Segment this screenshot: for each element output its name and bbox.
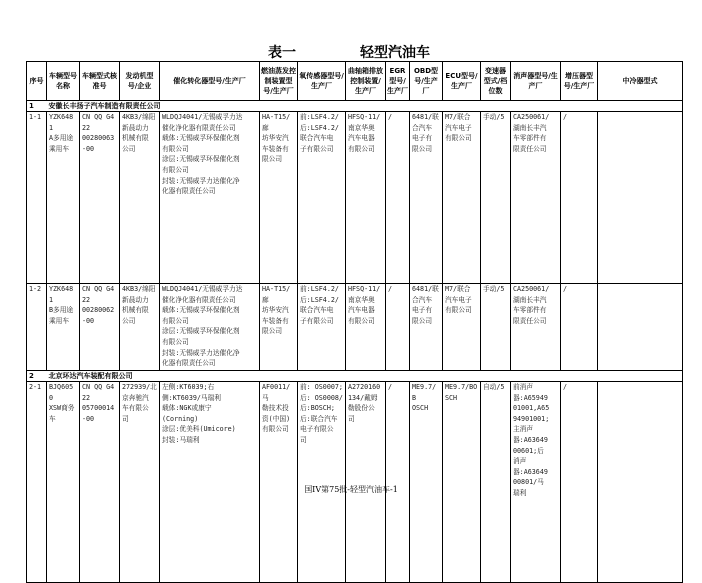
table-title: 轻型汽油车 [360, 45, 430, 61]
section-company-name: 安徽长丰扬子汽车制造有限责任公司 [47, 101, 298, 112]
table-cell: 1-2 [27, 284, 47, 371]
table-cell: 6481/联 合汽车 电子有 限公司 [410, 112, 443, 284]
table-cell: 1-1 [27, 112, 47, 284]
header-row [27, 62, 683, 101]
table-cell: 4KB3/绵阳 新晨动力 机械有限 公司 [120, 112, 160, 284]
table-cell: 自动/5 [481, 382, 511, 583]
table-cell: / [386, 284, 410, 371]
table-cell: HFSQ-11/ 南京华奥 汽车电器 有限公司 [346, 284, 386, 371]
table-cell: ME9.7/B OSCH [410, 382, 443, 583]
table-cell: A2720160 134/戴姆 勒股份公 司 [346, 382, 386, 583]
section-company-name: 北京环达汽车装配有限公司 [47, 371, 298, 382]
section-row [27, 371, 683, 382]
table-cell: / [561, 284, 598, 371]
table-cell: / [561, 382, 598, 583]
table-row [27, 112, 683, 284]
col-header: 增压器型号/生产厂 [561, 62, 598, 101]
table-cell: 前:LSF4.2/ 后:LSF4.2/ 联合汽车电 子有限公司 [298, 112, 346, 284]
table-cell: HFSQ-11/ 南京华奥 汽车电器 有限公司 [346, 112, 386, 284]
col-header: 氧传感器型号/生产厂 [298, 62, 346, 101]
table-cell: / [386, 112, 410, 284]
table-cell [598, 382, 683, 583]
page-title [0, 42, 702, 62]
section-number: 2 [27, 371, 47, 382]
section-row [27, 101, 683, 112]
table-cell: AF0011/马 勒技术投 资(中国) 有限公司 [260, 382, 298, 583]
table-cell: YZK6481 B多用途 乘用车 [47, 284, 80, 371]
table-cell: CN QQ G4 22 00280063 -00 [80, 112, 120, 284]
table-row [27, 382, 683, 583]
table-cell: M7/联合 汽车电子 有限公司 [443, 112, 481, 284]
table-cell: 前消声 器:A65949 01001,A65 94901001; 主消声 器:A63649 00601;后 消声 器:A63649 00801/马 瑞利 [511, 382, 561, 583]
col-header: 中冷器型式 [598, 62, 683, 101]
table-cell: 272939/北 京奔驰汽 车有限公 司 [120, 382, 160, 583]
table-cell: 4KB3/绵阳 新晨动力 机械有限 公司 [120, 284, 160, 371]
col-header: ECU型号/生产厂 [443, 62, 481, 101]
table-cell [598, 284, 683, 371]
table-cell: 手动/5 [481, 112, 511, 284]
col-header: 发动机型号/企业 [120, 62, 160, 101]
table-cell: 前:LSF4.2/ 后:LSF4.2/ 联合汽车电 子有限公司 [298, 284, 346, 371]
table-cell: HA-T15/廊 坊华安汽 车装备有 限公司 [260, 112, 298, 284]
table-cell: 6481/联 合汽车 电子有 限公司 [410, 284, 443, 371]
col-header: OBD型号/生产厂 [410, 62, 443, 101]
table-cell: 前: OS0007; 后: OS0008/ 后:BOSCH; 后:联合汽车 电子有限公 司 [298, 382, 346, 583]
table-cell: CA250061/ 湖南长丰汽 车零部件有 限责任公司 [511, 112, 561, 284]
table-cell: BJQ6050 XSW商务 车 [47, 382, 80, 583]
col-header: 车辆型式核准号 [80, 62, 120, 101]
col-header: 燃油蒸发控制装置型号/生产厂 [260, 62, 298, 101]
table-cell: WLDQJ4041/无锡威孚力达 催化净化器有限责任公司 载体:无锡威孚环保催化剂 有限公司 涂层:无锡威孚环保催化剂 有限公司 封装:无锡威孚力达催化净 化器有限责任公司 [160, 112, 260, 284]
col-header: 序号 [27, 62, 47, 101]
vehicle-table [26, 61, 683, 583]
col-header: 车辆型号名称 [47, 62, 80, 101]
table-cell: CN QQ G4 22 05700014 -00 [80, 382, 120, 583]
table-cell: / [386, 382, 410, 583]
section-number: 1 [27, 101, 47, 112]
col-header: 曲轴箱排放控制装置/生产厂 [346, 62, 386, 101]
table-cell: HA-T15/廊 坊华安汽 车装备有 限公司 [260, 284, 298, 371]
col-header: 变速器型式/档位数 [481, 62, 511, 101]
page-footer: 国IV第75批-轻型汽油车-1 [304, 485, 398, 494]
col-header: 催化转化器型号/生产厂 [160, 62, 260, 101]
table-cell: ME9.7/BO SCH [443, 382, 481, 583]
table-cell [598, 112, 683, 284]
table-cell: 左侧:KT6039;右 侧:KT6039/马瑞利 载体:NGK或康宁 (Corning) 涂层:优美科(Umicore) 封装:马瑞利 [160, 382, 260, 583]
table-row [27, 284, 683, 371]
table-cell: CN QQ G4 22 00280062 -00 [80, 284, 120, 371]
table-number: 表一 [268, 45, 296, 61]
col-header: EGR型号/生产厂 [386, 62, 410, 101]
table-cell: CA250061/ 湖南长丰汽 车零部件有 限责任公司 [511, 284, 561, 371]
table-cell: WLDQJ4041/无锡威孚力达 催化净化器有限责任公司 载体:无锡威孚环保催化剂 有限公司 涂层:无锡威孚环保催化剂 有限公司 封装:无锡威孚力达催化净 化器有限责任公司 [160, 284, 260, 371]
table-cell: M7/联合 汽车电子 有限公司 [443, 284, 481, 371]
table-cell: 手动/5 [481, 284, 511, 371]
col-header: 消声器型号/生产厂 [511, 62, 561, 101]
table-cell: YZK6481 A多用途 乘用车 [47, 112, 80, 284]
table-cell: / [561, 112, 598, 284]
table-cell: 2-1 [27, 382, 47, 583]
